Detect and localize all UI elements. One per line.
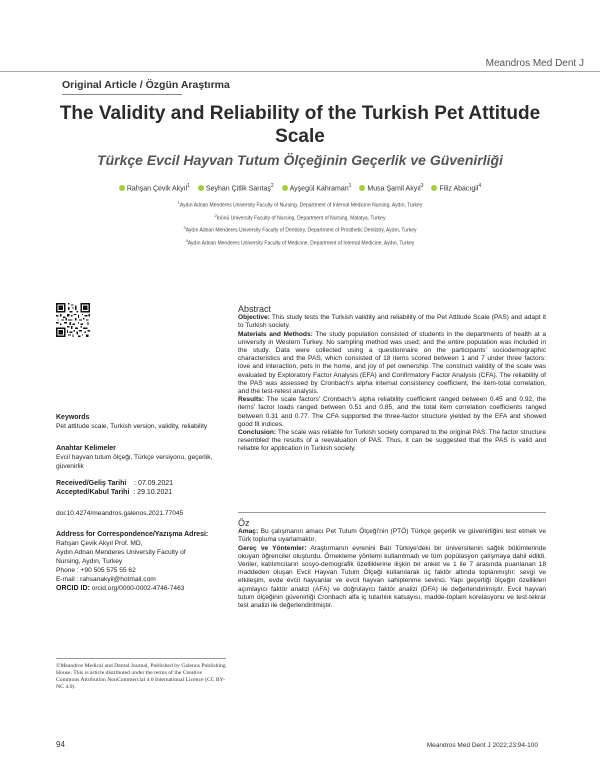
author[interactable] [359, 183, 423, 192]
article-type: Original Article / Özgün Araştırma [62, 79, 230, 91]
anahtar-kelimeler-label: Anahtar Kelimeler [56, 445, 116, 452]
author-name: Filiz Abacıgil [439, 185, 479, 193]
abstract-conclusion [238, 429, 546, 454]
orcid-icon[interactable] [359, 185, 365, 191]
accepted-label: Accepted/Kabul Tarihi [56, 489, 130, 496]
author[interactable] [198, 183, 274, 192]
orcid-icon[interactable] [198, 185, 204, 191]
author[interactable] [119, 183, 190, 192]
author-name: Ayşegül Kahraman [289, 185, 349, 193]
page-number: 94 [56, 740, 65, 749]
qr-code-icon[interactable] [56, 303, 90, 337]
conclusion-label: Conclusion: [238, 429, 277, 437]
results-text: The scale factors' Cronbach's alpha reliability coefficient ranged between 0.45 and 0.92, the items' factor loads ranged between 0.51 and 0.85, and the total item correlation coefficients ranged between 0.31 and 0.77. The CFA supported the three-factor structure yielded by the EFA and showed good fit indices. [238, 396, 546, 428]
objective-text: This study tests the Turkish validity and reliability of the Pet Attitude Scale (PAS) and adapt it to Turkish society. [238, 314, 546, 330]
author-affil-ref: 4 [478, 183, 482, 189]
title-turkish: Türkçe Evcil Hayvan Tutum Ölçeğinin Geçerlik ve Güvenirliği [97, 152, 503, 168]
affiliation-text: İnönü University Faculty of Nursing, Department of Nursing, Malatya, Turkey [216, 215, 386, 222]
affiliation [100, 223, 500, 236]
title-english: The Validity and Reliability of the Turkish Pet Attitude Scale [59, 103, 541, 147]
accepted-value: : 29.10.2021 [133, 489, 173, 496]
license-notice: ©Meandros Medical and Dental Journal, Published by Galenos Publishing House. This is article distributed under the terms of the Creative Commons Attribution NonCommercial 4.0 International Licence (CC BY-NC 4.0). [56, 663, 226, 690]
anahtar-kelimeler: Evcil hayvan tutum ölçeği, Türkçe versiyonu, geçerlik, güvenirlik [56, 454, 213, 470]
article-type-rule [62, 94, 182, 95]
abstract-methods [238, 331, 546, 397]
header-rule [0, 71, 600, 72]
journal-citation: Meandros Med Dent J 2022;23:94-100 [426, 742, 538, 749]
orcid-icon[interactable] [282, 185, 288, 191]
gerec-text: Araştırmanın evrenini Batı Türkiye'deki bir üniversitenin sağlık bölümlerinde okuyan öğrenciler oluşturdu. Örnekleme yöntemi kullanılmadı ve tüm popülasyon çalışmaya dahil edildi. Veriler, katılımcıların sosyo-demografik özelliklerine ilişkin bir anket ve 1 ile 7 arasında puanlanan 18 maddeden oluşan Evcil Hayvan Tutum Ölçeği kullanılarak üç faktör altında toplanmıştır: sevgi ve etkileşim, evde evcil hayvanlar ve evcil hayvan sahiplenme sevinci. Yapı geçerliği ölçeğin özellikleri açımlayıcı faktör analizi (AFA) ve doğrulayıcı faktör analizi (DFA) ile değerlendirilmiştir. Evcil hayvan tutum ölçeğinin güvenirliği Cronbach alfa iç tutarlılık katsayısı, madde-toplam korelasyonu ve test-tekrar test analizi ile değerlendirilmiştir. [238, 544, 546, 610]
license-rule [56, 658, 226, 659]
affiliation [100, 236, 500, 249]
author-name: Seyhan Çitlik Sarıtaş [205, 185, 271, 193]
orcid-link[interactable]: orcid.org/0000-0002-4746-7463 [91, 585, 185, 592]
affiliation [100, 198, 500, 211]
author-name: Musa Şamil Akyıl [367, 185, 421, 193]
doi-link[interactable]: doi:10.4274/meandros.galenos.2021.77045 [56, 510, 184, 517]
correspondence-phone: Phone : +90 505 575 55 62 [56, 567, 136, 574]
abstract-results [238, 396, 546, 429]
author[interactable] [282, 183, 352, 192]
amac-label: Amaç: [238, 528, 259, 536]
orcid-label: ORCID ID: [56, 585, 90, 592]
keywords: Pet attitude scale, Turkish version, validity, reliability [56, 423, 208, 430]
affiliations [100, 198, 500, 249]
affiliation-text: Aydın Adnan Menderes University Faculty of Medicine, Department of Internal Medicine, Aydın, Turkey [187, 240, 415, 247]
oz-heading: Öz [238, 518, 250, 528]
amac-text: Bu çalışmanın amacı Pet Tutum Ölçeği'nin (PTÖ) Türkçe geçerlik ve güvenirliğini test etmek ve Türk topluma uyarlamaktır. [238, 528, 546, 544]
abstract-objective [238, 314, 546, 330]
orcid-id [56, 584, 226, 593]
correspondence-email[interactable]: E-mail : rahsanakyil@hotmail.com [56, 576, 156, 583]
affiliation-num: 2 [214, 212, 217, 218]
orcid-icon[interactable] [431, 185, 437, 191]
oz-gerec [238, 545, 546, 611]
correspondence-label: Address for Correspondence/Yazışma Adresi: [56, 531, 209, 538]
author-affil-ref: 1 [187, 183, 190, 189]
correspondence-line: Rahşan Çevik Akyıl Prof. MD, [56, 540, 143, 547]
affiliation-num: 1 [177, 200, 180, 205]
keywords-label: Keywords [56, 414, 90, 421]
received-value: : 07.09.2021 [134, 480, 174, 487]
author-list [40, 183, 560, 192]
article-info-column [56, 413, 226, 593]
oz-amac [238, 528, 546, 544]
author-affil-ref: 2 [270, 183, 274, 189]
methods-text: The study population consisted of students in the departments of health at a university in Western Turkey. No sampling method was used; and the entire population was included in the study. Data were collected using a questionnaire on the participants' sociodemographic characteristics and the PAS, which consisted of 18 items scored between 1 and 7 under three factors: love and interaction, pets in the home, and joy of pet ownership. The construct validity of the scale was evaluated by Exploratory Factor Analysis (EFA) and Confirmatory Factor Analysis (CFA). The reliability of the PAS was assessed by Cronbach's alpha internal consistency coefficient, the item-total correlation, and the test-retest analysis. [238, 330, 546, 396]
methods-label: Materials and Methods: [238, 330, 313, 338]
correspondence-line: Nursing, Aydın, Turkey [56, 558, 123, 565]
affiliation-text: Aydın Adnan Menderes University Faculty of Nursing, Department of Internal Medicine Nursing, Aydın, Turkey [179, 202, 423, 209]
accepted-date [56, 488, 226, 497]
affiliation-num: 3 [183, 225, 186, 231]
received-date [56, 479, 226, 488]
results-label: Results: [238, 396, 265, 404]
affiliation-text: Aydın Adnan Menderes University Faculty of Dentistry, Department of Prosthetic Dentistry, Aydın, Turkey [185, 227, 417, 234]
journal-name: Meandros Med Dent J [485, 58, 584, 69]
affiliation-num: 4 [185, 237, 188, 243]
gerec-label: Gereç ve Yöntemler: [238, 544, 307, 552]
affiliation [100, 211, 500, 224]
author[interactable] [431, 183, 481, 192]
author-affil-ref: 3 [420, 183, 424, 189]
abstract-section [238, 305, 546, 454]
oz-section [238, 519, 546, 610]
conclusion-text: The scale was reliable for Turkish society compared to the original PAS. The factor structure resembled the results of a reevaluation of PAS. Thus, it can be suggested that the PAS is valid and reliable for application in Turkish society. [238, 429, 546, 453]
author-affil-ref: 1 [348, 183, 352, 189]
received-label: Received/Geliş Tarihi [56, 480, 127, 487]
abstract-heading: Abstract [238, 304, 272, 314]
author-name: Rahşan Çevik Akyıl [126, 185, 188, 193]
objective-label: Objective: [238, 314, 270, 322]
abstract-divider [238, 512, 546, 513]
orcid-icon[interactable] [119, 185, 125, 191]
correspondence-line: Aydın Adnan Menderes University Faculty of [56, 549, 186, 556]
